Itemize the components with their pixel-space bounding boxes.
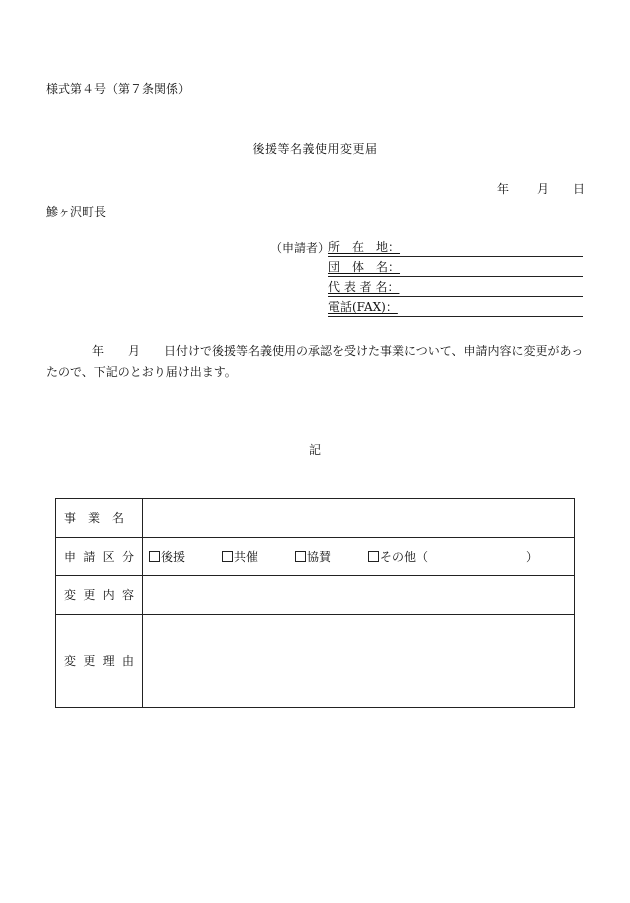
organization-label: 団 体 名： — [328, 260, 401, 274]
sponsor-checkbox[interactable] — [295, 551, 306, 562]
change-details-table — [55, 498, 575, 708]
change-content-label: 変 更 内 容 — [64, 588, 134, 602]
table-row-change-reason — [56, 615, 574, 707]
option-support[interactable]: 後援 — [149, 551, 185, 563]
phone-fax-label: 電話(FAX)： — [328, 300, 398, 314]
date-year: 年 — [497, 182, 510, 196]
ki-heading: 記 — [308, 443, 321, 457]
document-title: 後援等名義使用変更届 — [252, 142, 378, 156]
project-name-label: 事 業 名 — [64, 511, 124, 525]
address-field[interactable] — [328, 241, 583, 257]
representative-label: 代 表 者 名： — [328, 280, 400, 294]
change-content-input[interactable] — [143, 576, 574, 614]
option-sponsor[interactable]: 協賛 — [295, 551, 331, 563]
applicant-tag: （申請者） — [270, 241, 331, 255]
change-content-label-cell — [56, 576, 143, 614]
representative-field[interactable] — [328, 281, 583, 297]
date-day: 日 — [573, 182, 586, 196]
address-label: 所 在 地： — [328, 240, 401, 254]
project-name-label-cell — [56, 499, 143, 537]
option-other[interactable]: その他（ — [368, 551, 428, 563]
application-category-options — [143, 538, 574, 575]
notice-body-text: 年 月 日付けで後援等名義使用の承認を受けた事業について、申請内容に変更があったので、下記のとおり届け出ます。 — [46, 344, 584, 379]
change-reason-label-cell — [56, 615, 143, 707]
form-number: 様式第４号（第７条関係） — [46, 82, 191, 96]
addressee: 鰺ヶ沢町長 — [46, 205, 107, 219]
support-checkbox[interactable] — [149, 551, 160, 562]
other-close-paren: ） — [526, 549, 539, 564]
application-category-label: 申 請 区 分 — [64, 549, 134, 564]
change-reason-input[interactable] — [143, 615, 574, 707]
organization-field[interactable] — [328, 261, 583, 277]
date-month: 月 — [537, 182, 550, 196]
other-checkbox[interactable] — [368, 551, 379, 562]
cohost-checkbox[interactable] — [222, 551, 233, 562]
application-category-label-cell — [56, 538, 143, 575]
table-row-application-category — [56, 538, 574, 576]
change-reason-label: 変 更 理 由 — [64, 654, 134, 668]
phone-fax-field[interactable] — [328, 301, 583, 317]
table-row-change-content — [56, 576, 574, 615]
project-name-input[interactable] — [143, 499, 574, 537]
table-row-project-name — [56, 499, 574, 538]
option-cohost[interactable]: 共催 — [222, 551, 258, 563]
